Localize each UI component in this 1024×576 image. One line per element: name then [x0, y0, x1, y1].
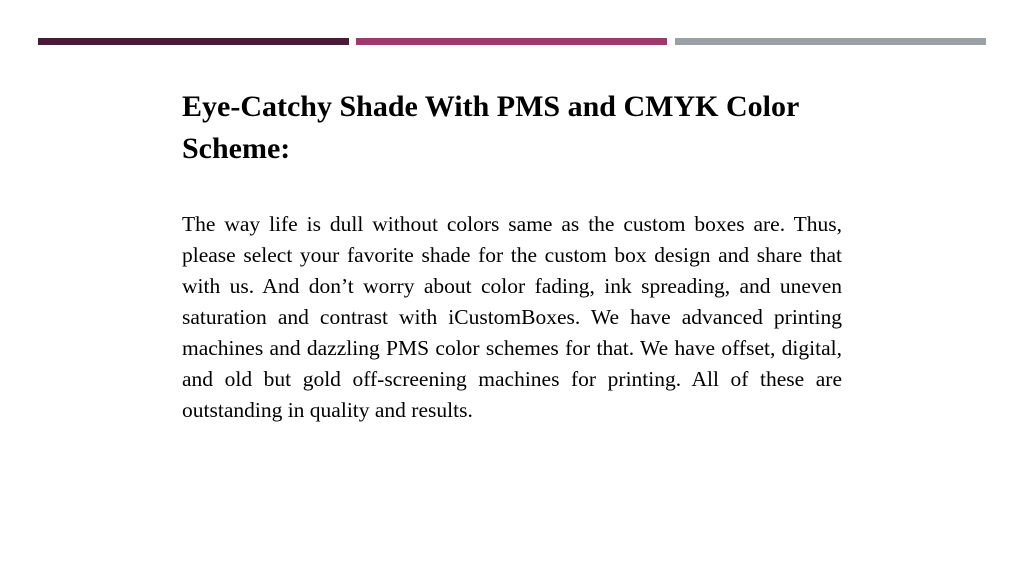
- header-bar-magenta: [356, 38, 667, 45]
- slide-paragraph: The way life is dull without colors same as the custom boxes are. Thus, please select your favorite shade for the custom box design and share that with us. And don’t worry about color fading, ink spreading, and uneven saturation and contrast with iCustomBoxes. We have advanced printing machines and dazzling PMS color schemes for that. We have offset, digital, and old but gold off-screening machines for printing. All of these are outstanding in quality and results.: [182, 212, 842, 422]
- slide-title: Eye-Catchy Shade With PMS and CMYK Color Scheme:: [182, 90, 799, 165]
- header-bar-gray: [675, 38, 986, 45]
- header-bar-dark-plum: [38, 38, 349, 45]
